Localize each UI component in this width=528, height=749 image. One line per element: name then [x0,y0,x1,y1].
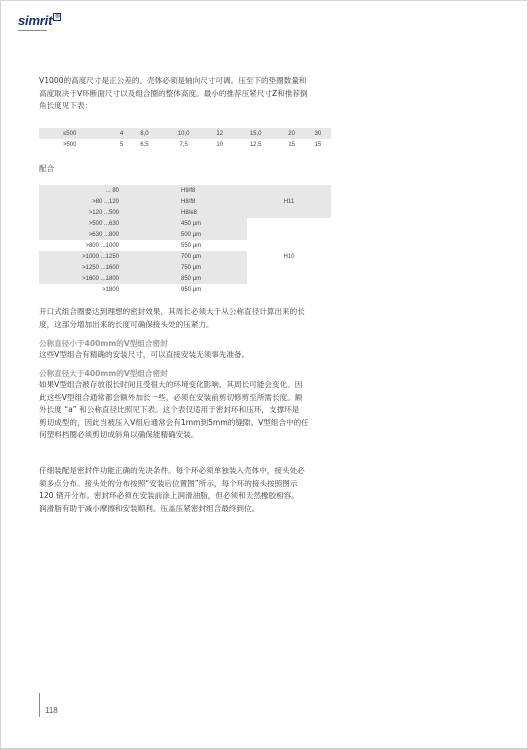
table-row: >120 ...500 H8/e8 [39,207,331,218]
footer-divider [39,693,40,717]
subtitle-under-400: 公称直径小于400mm的V型组合密封 [39,339,168,348]
table-row: >500 ...630 450 µm H10 [39,218,331,229]
paragraph-line: 120 错开分布。密封环必须在安装前涂上润滑油脂，但必须和天然橡胶相容。 [39,491,299,500]
intro-paragraph [39,75,509,113]
under-400-paragraph [39,349,509,362]
paragraph-line: 这些V型组合有精确的安装尺寸，可以直接安装无须事先准备。 [39,350,250,359]
table-row: ... 80 H9/f8 H11 [39,185,331,196]
table-row: >630 ...800 500 µm [39,229,331,240]
paragraph-line: 剪切成型的，因此当被压入V组后通常会有1mm到5mm的缝隙。V型组合中的任 [39,417,309,427]
paragraph-line: 何塑料档圈必须剪切成斜角以确保能精确安装。 [39,430,199,439]
table-row: >1000 ...1250 700 µm [39,251,331,262]
table-row: >500 5 6,5 7,5 10 12,5 15 15 [63,141,322,148]
over-400-paragraph [39,379,509,442]
open-ring-paragraph [39,306,509,331]
paragraph-line: 外长度 “a” 和公称直径比照见下表。这个表仅适用于密封环和压环，支撑环是 [39,405,300,414]
table-row: >1600 ...1800 850 µm [39,273,331,284]
paragraph-line: 此这些V型组合通常都会额外加长一些，必须在安装前剪切修剪至所需长度。额 [39,392,303,402]
subtitle-over-400: 公称直径大于400mm的V型组合密封 [39,369,168,378]
intro-line: 高度取决于V环断面尺寸以及组合圈的整体高度。最小的推荐压紧尺寸Z和推荐倒 [39,88,308,98]
paragraph-line: 仔细装配是密封件功能正确的先决条件。每个环必须单独装入壳体中，接头处必 [39,466,305,475]
simrit-logo: simrit ® [18,13,60,28]
paragraph-line: 须多点分布。接头处的分布按照“安装后位置图”所示，每个环的接头按照图示 [39,478,298,488]
table-row: >1800 950 µm [102,286,202,293]
table-row: ≤500 4 8,0 10,0 12 15,0 20 30 [39,128,331,139]
paragraph-line: 开口式组合圈要达到理想的密封效果，其周长必须大于从公称直径计算出来的长 [39,307,305,316]
paragraph-line: 如果V型组合被存放很长时间且受很大的环境变化影响，其周长可能会变化。因 [39,380,303,389]
installation-paragraph [39,465,509,515]
table-row: >1250 ...1600 750 µm [39,262,331,273]
intro-line: 角长度见下表： [39,101,93,110]
section-title-fit: 配合 [39,164,55,173]
fit-table [39,185,331,295]
page-number: 118 [45,706,58,715]
table-row: >80 ...120 H8/f8 [39,196,331,207]
logo-divider [18,30,47,31]
compression-table [39,128,331,150]
intro-line: V1000的高度尺寸是正公差的。壳体必须是轴向尺寸可调。压至下的垫圈数量和 [39,76,307,85]
table-row: >800 ...1000 550 µm [85,242,202,249]
paragraph-line: 度，这部分增加出来的长度可确保接头处的压紧力。 [39,319,214,329]
paragraph-line: 润滑脂有助于减小摩擦和安装顺利。压盖压紧密封组合最终到位。 [39,503,260,513]
